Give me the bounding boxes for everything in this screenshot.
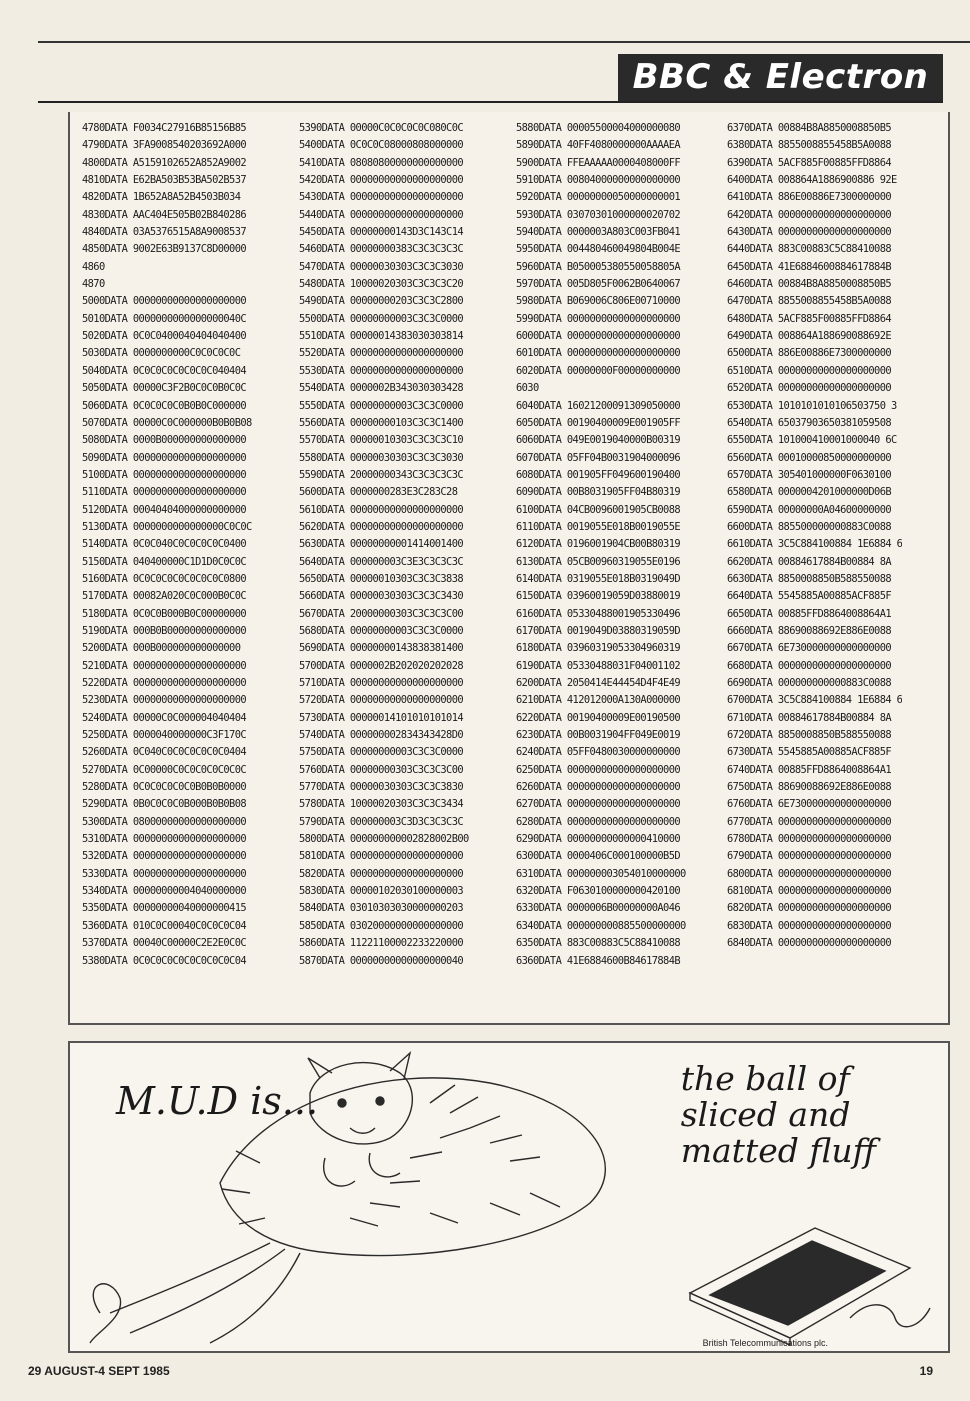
- listing-line: 5220DATA 00000000000000000000: [82, 677, 247, 689]
- listing-line: 4810DATA E62BA503B53BA502B537: [82, 174, 247, 187]
- listing-line: 6070DATA 05FF04B0031904000096: [516, 451, 681, 464]
- listing-line: 5520DATA 00000000000000000000: [299, 347, 464, 360]
- listing-line: 6810DATA 00000000000000000000: [727, 885, 892, 898]
- listing-line: 5310DATA 00000000000000000000: [82, 833, 247, 846]
- listing-line: 4870: [82, 278, 105, 291]
- listing-line: 5780DATA 10000020303C3C3C3434: [299, 798, 464, 811]
- listing-line: 5960DATA B050005380550058805A: [516, 260, 681, 273]
- listing-line: 6060DATA 049E0019040000B00319: [516, 434, 681, 447]
- listing-line: 6740DATA 00885FFD8864008864A1: [727, 763, 892, 776]
- listing-line: 6750DATA 88690088692E886E0088: [727, 781, 892, 794]
- listing-line: 6270DATA 00000000000000000000: [516, 798, 681, 811]
- ad-credit: British Telecommunications plc.: [702, 1338, 828, 1348]
- listing-line: 5190DATA 000B0B00000000000000: [82, 624, 247, 637]
- listing-line: 5300DATA 08000000000000000000: [82, 815, 247, 828]
- listing-line: 6370DATA 00884B8A8850008850B5: [727, 122, 892, 134]
- listing-line: 6640DATA 5545885A00885ACF885F: [727, 590, 892, 603]
- listing-line: 5670DATA 20000000303C3C3C3C00: [299, 607, 464, 620]
- listing-line: 6330DATA 0000006B00000000A046: [516, 902, 681, 915]
- listing-line: 5330DATA 00000000000000000000: [82, 867, 247, 880]
- listing-line: 5360DATA 010C0C00040C0C0C0C04: [82, 919, 247, 932]
- listing-line: 5750DATA 00000000003C3C3C0000: [299, 746, 464, 759]
- listing-line: 6790DATA 00000000000000000000: [727, 850, 892, 863]
- listing-line: 6230DATA 00B0031904FF049E0019: [516, 729, 681, 742]
- listing-line: 5650DATA 00000010303C3C3C3838: [299, 572, 464, 585]
- listing-line: 6430DATA 00000000000000000000: [727, 226, 892, 239]
- listing-line: 5340DATA 00000000004040000000: [82, 885, 247, 898]
- listing-line: 6720DATA 8850008850B588550088: [727, 729, 892, 742]
- listing-line: 5660DATA 00000030303C3C3C3430: [299, 590, 464, 603]
- listing-line: 5260DATA 0C040C0C0C0C0C0C0404: [82, 746, 247, 759]
- listing-line: 6780DATA 00000000000000000000: [727, 833, 892, 846]
- listing-column-2: [299, 120, 469, 970]
- listing-line: 5090DATA 00000000000000000000: [82, 451, 247, 464]
- listing-line: 5070DATA 00000C0C000000B0B0B08: [82, 416, 252, 429]
- listing-line: 5130DATA 0000000000000000C0C0C: [82, 520, 252, 533]
- listing-line: 6770DATA 00000000000000000000: [727, 815, 892, 828]
- listing-line: 6680DATA 00000000000000000000: [727, 659, 892, 672]
- listing-line: 6260DATA 00000000000000000000: [516, 781, 681, 794]
- listing-line: 5530DATA 00000000000000000000: [299, 364, 464, 377]
- listing-line: 5550DATA 00000000003C3C3C0000: [299, 399, 464, 412]
- listing-line: 5800DATA 000000000002828002B00: [299, 833, 469, 846]
- listing-line: 6710DATA 00884617884B00884 8A: [727, 711, 892, 724]
- listing-line: 5420DATA 00000000000000000000: [299, 174, 464, 187]
- listing-line: 6600DATA 885500000000883C0088: [727, 520, 892, 533]
- listing-line: 6630DATA 8850008850B588550088: [727, 572, 892, 585]
- listing-line: 5230DATA 00000000000000000000: [82, 694, 247, 707]
- listing-line: 6050DATA 00190400009E001905FF: [516, 416, 681, 429]
- listing-line: 6490DATA 008864A188690088692E: [727, 330, 892, 343]
- listing-line: 6280DATA 00000000000000000000: [516, 815, 681, 828]
- program-listing: [68, 112, 950, 1025]
- listing-line: 6520DATA 00000000000000000000: [727, 382, 892, 395]
- listing-line: 5060DATA 0C0C0C0C0B0B0C000000: [82, 399, 247, 412]
- listing-line: 4800DATA A5159102652A852A9002: [82, 156, 247, 169]
- page-number: 19: [919, 1364, 933, 1378]
- listing-line: 5460DATA 00000000383C3C3C3C3C: [299, 243, 464, 256]
- listing-line: 5390DATA 00000C0C0C0C0C080C0C: [299, 122, 464, 134]
- listing-line: 5270DATA 0C00000C0C0C0C0C0C0C: [82, 763, 247, 776]
- listing-line: 6100DATA 04CB0096001905CB0088: [516, 503, 681, 516]
- listing-line: 6650DATA 00885FFD8864008864A1: [727, 607, 892, 620]
- listing-line: 6450DATA 41E6884600884617884B: [727, 260, 892, 273]
- listing-line: 5860DATA 11221100002233220000: [299, 937, 464, 950]
- listing-line: 6830DATA 00000000000000000000: [727, 919, 892, 932]
- listing-line: 6690DATA 000000000000883C0088: [727, 677, 892, 689]
- listing-line: 6550DATA 101000410001000040 6C: [727, 434, 897, 447]
- listing-line: 5990DATA 00000000000000000000: [516, 312, 681, 325]
- listing-line: 6130DATA 05CB00960319055E0196: [516, 555, 681, 568]
- mud-advertisement: [68, 1041, 950, 1353]
- listing-line: 5720DATA 00000000000000000000: [299, 694, 464, 707]
- listing-line: 6610DATA 3C5C884100884 1E6884 6: [727, 538, 903, 551]
- listing-line: 5370DATA 00040C00000C2E2E0C0C: [82, 937, 247, 950]
- listing-line: 6420DATA 00000000000000000000: [727, 208, 892, 221]
- listing-line: 6570DATA 305401000000F0630100: [727, 468, 892, 481]
- listing-column-1: [82, 120, 252, 970]
- listing-line: 6660DATA 88690088692E886E0088: [727, 624, 892, 637]
- listing-line: 6320DATA F0630100000000420100: [516, 885, 681, 898]
- top-rule: [38, 41, 970, 43]
- tagline-line-2: sliced and: [680, 1095, 851, 1134]
- listing-line: 6590DATA 00000000A04600000000: [727, 503, 892, 516]
- listing-line: 6310DATA 000000003054010000000: [516, 867, 686, 880]
- tagline-line-3: matted fluff: [680, 1131, 876, 1170]
- listing-line: 5160DATA 0C0C0C0C0C0C0C0C0800: [82, 572, 247, 585]
- listing-line: 6390DATA 5ACF885F00885FFD8864: [727, 156, 892, 169]
- listing-line: 5610DATA 00000000000000000000: [299, 503, 464, 516]
- listing-line: 5410DATA 08080800000000000000: [299, 156, 464, 169]
- listing-line: 5630DATA 00000000001414001400: [299, 538, 464, 551]
- listing-line: 5140DATA 0C0C040C0C0C0C0C0400: [82, 538, 247, 551]
- listing-line: 6080DATA 001905FF049600190400: [516, 468, 681, 481]
- listing-line: 4860: [82, 260, 105, 273]
- listing-line: 5820DATA 00000000000000000000: [299, 867, 464, 880]
- listing-line: 6250DATA 00000000000000000000: [516, 763, 681, 776]
- listing-line: 5500DATA 00000000003C3C3C0000: [299, 312, 464, 325]
- listing-line: 6170DATA 0019049D03880319059D: [516, 624, 681, 637]
- listing-line: 5470DATA 00000030303C3C3C3030: [299, 260, 464, 273]
- listing-line: 5930DATA 03070301000000020702: [516, 208, 681, 221]
- listing-line: 6180DATA 03960319053304960319: [516, 642, 681, 655]
- listing-line: 6560DATA 00010000850000000000: [727, 451, 892, 464]
- listing-line: 6410DATA 886E00886E7300000000: [727, 191, 892, 204]
- listing-line: 6120DATA 0196001904CB00B80319: [516, 538, 681, 551]
- listing-line: 6670DATA 6E730000000000000000: [727, 642, 892, 655]
- section-banner: BBC & Electron: [618, 54, 943, 101]
- listing-line: 4820DATA 1B652A8A52B4503B034: [82, 191, 241, 204]
- listing-line: 6380DATA 8855008855458B5A0088: [727, 139, 892, 152]
- listing-line: 6010DATA 00000000000000000000: [516, 347, 681, 360]
- listing-line: 5180DATA 0C0C0B000B0C00000000: [82, 607, 247, 620]
- listing-line: 5570DATA 00000010303C3C3C3C10: [299, 434, 464, 447]
- listing-line: 6240DATA 05FF0480030000000000: [516, 746, 681, 759]
- listing-line: 6140DATA 0319055E018B0319049D: [516, 572, 681, 585]
- listing-line: 6210DATA 412012000A130A000000: [516, 694, 681, 707]
- listing-line: 5740DATA 000000002834343428D0: [299, 729, 464, 742]
- listing-line: 6460DATA 00884B8A8850008850B5: [727, 278, 892, 291]
- listing-line: 5790DATA 000000003C3D3C3C3C3C: [299, 815, 464, 828]
- listing-line: 5010DATA 0000000000000000040C: [82, 312, 247, 325]
- listing-line: 6540DATA 65037903650381059508: [727, 416, 892, 429]
- listing-line: 5020DATA 0C0C0400040404040400: [82, 330, 247, 343]
- listing-line: 5840DATA 03010303030000000203: [299, 902, 464, 915]
- listing-line: 5690DATA 00000000143838381400: [299, 642, 464, 655]
- listing-line: 5210DATA 00000000000000000000: [82, 659, 247, 672]
- listing-line: 6580DATA 0000004201000000D06B: [727, 486, 892, 499]
- listing-line: 6190DATA 05330488031F04001102: [516, 659, 681, 672]
- listing-line: 6000DATA 00000000000000000000: [516, 330, 681, 343]
- listing-line: 5760DATA 00000000303C3C3C3C00: [299, 763, 464, 776]
- listing-line: 5580DATA 00000030303C3C3C3030: [299, 451, 464, 464]
- listing-line: 5910DATA 00804000000000000000: [516, 174, 681, 187]
- listing-line: 5510DATA 00000014383030303814: [299, 330, 464, 343]
- listing-line: 5810DATA 00000000000000000000: [299, 850, 464, 863]
- tagline-line-1: the ball of: [680, 1059, 850, 1098]
- listing-line: 6360DATA 41E6884600B84617884B: [516, 954, 681, 967]
- listing-line: 6030: [516, 382, 539, 395]
- listing-line: 5980DATA B069006C806E00710000: [516, 295, 681, 308]
- listing-line: 5240DATA 00000C0C000004040404: [82, 711, 247, 724]
- listing-line: 5110DATA 00000000000000000000: [82, 486, 247, 499]
- listing-line: 6530DATA 1010101010106503750 3: [727, 399, 897, 412]
- listing-line: 5600DATA 0000000283E3C283C28: [299, 486, 458, 499]
- listing-line: 5050DATA 00000C3F2B0C0C0B0C0C: [82, 382, 247, 395]
- ad-tagline: [681, 1061, 876, 1169]
- listing-line: 5200DATA 000B000000000000000: [82, 642, 241, 655]
- listing-line: 5280DATA 0C0C0C0C0C0B0B0B0000: [82, 781, 247, 794]
- listing-line: 5480DATA 10000020303C3C3C3C20: [299, 278, 464, 291]
- listing-line: 5560DATA 00000000103C3C3C1400: [299, 416, 464, 429]
- listing-line: 5950DATA 004480460049804B004E: [516, 243, 681, 256]
- listing-line: 6150DATA 03960019059D03880019: [516, 590, 681, 603]
- listing-line: 6480DATA 5ACF885F00885FFD8864: [727, 312, 892, 325]
- listing-line: 5430DATA 00000000000000000000: [299, 191, 464, 204]
- listing-line: 5870DATA 00000000000000000040: [299, 954, 464, 967]
- listing-line: 5540DATA 0000002B343030303428: [299, 382, 464, 395]
- listing-line: 5100DATA 00000000000000000000: [82, 468, 247, 481]
- listing-line: 5250DATA 0000040000000C3F170C: [82, 729, 247, 742]
- listing-line: 5850DATA 03020000000000000000: [299, 919, 464, 932]
- listing-line: 5380DATA 0C0C0C0C0C0C0C0C0C04: [82, 954, 247, 967]
- listing-line: 6350DATA 883C00883C5C88410088: [516, 937, 681, 950]
- listing-line: 5970DATA 005D805F0062B0640067: [516, 278, 681, 291]
- listing-line: 5770DATA 00000030303C3C3C3830: [299, 781, 464, 794]
- listing-line: 6730DATA 5545885A00885ACF885F: [727, 746, 892, 759]
- listing-line: 6300DATA 0000406C000100000B5D: [516, 850, 681, 863]
- listing-line: 6760DATA 6E730000000000000000: [727, 798, 892, 811]
- listing-line: 5350DATA 00000000040000000415: [82, 902, 247, 915]
- listing-line: 6820DATA 00000000000000000000: [727, 902, 892, 915]
- listing-line: 6470DATA 8855008855458B5A0088: [727, 295, 892, 308]
- listing-line: 6200DATA 2050414E44454D4F4E49: [516, 677, 681, 689]
- listing-line: 5940DATA 0000003A803C003FB041: [516, 226, 681, 239]
- listing-line: 4790DATA 3FA9008540203692A000: [82, 139, 247, 152]
- listing-line: 4780DATA F0034C27916B85156B85: [82, 122, 247, 134]
- listing-line: 5040DATA 0C0C0C0C0C0C0C040404: [82, 364, 247, 377]
- listing-line: 5450DATA 00000000143D3C143C14: [299, 226, 464, 239]
- listing-line: 6290DATA 00000000000000410000: [516, 833, 681, 846]
- listing-line: 4850DATA 9002E63B9137C8D00000: [82, 243, 247, 256]
- listing-line: 5680DATA 00000000003C3C3C0000: [299, 624, 464, 637]
- listing-line: 6500DATA 886E00886E7300000000: [727, 347, 892, 360]
- listing-line: 4840DATA 03A5376515A8A9008537: [82, 226, 247, 239]
- listing-line: 6090DATA 00B8031905FF04B80319: [516, 486, 681, 499]
- listing-line: 5030DATA 0000000000C0C0C0C0C: [82, 347, 241, 360]
- listing-line: 6440DATA 883C00883C5C88410088: [727, 243, 892, 256]
- listing-line: 6400DATA 008864A1886900886 92E: [727, 174, 897, 187]
- listing-line: 6020DATA 00000000F00000000000: [516, 364, 681, 377]
- listing-line: 6800DATA 00000000000000000000: [727, 867, 892, 880]
- listing-line: 5710DATA 00000000000000000000: [299, 677, 464, 689]
- listing-line: 5150DATA 040400000C1D1D0C0C0C: [82, 555, 247, 568]
- listing-line: 5490DATA 00000000203C3C3C2800: [299, 295, 464, 308]
- listing-line: 6160DATA 05330488001905330496: [516, 607, 681, 620]
- listing-line: 5890DATA 40FF4080000000AAAAEA: [516, 139, 681, 152]
- listing-line: 5170DATA 00082A020C0C000B0C0C: [82, 590, 247, 603]
- listing-line: 5920DATA 00000000050000000001: [516, 191, 681, 204]
- listing-line: 6840DATA 00000000000000000000: [727, 937, 892, 950]
- listing-line: 6620DATA 00884617884B00884 8A: [727, 555, 892, 568]
- listing-line: 5730DATA 00000014101010101014: [299, 711, 464, 724]
- listing-line: 6340DATA 000000000885500000000: [516, 919, 686, 932]
- listing-line: 6040DATA 16021200091309050000: [516, 399, 681, 412]
- listing-column-4: [727, 120, 902, 953]
- listing-line: 5700DATA 0000002B202020202028: [299, 659, 464, 672]
- listing-line: 5000DATA 00000000000000000000: [82, 295, 247, 308]
- listing-line: 6700DATA 3C5C884100884 1E6884 6: [727, 694, 903, 707]
- issue-date: 29 AUGUST-4 SEPT 1985: [28, 1364, 170, 1378]
- listing-line: 5640DATA 000000003C3E3C3C3C3C: [299, 555, 464, 568]
- listing-line: 5900DATA FFEAAAAA0000408000FF: [516, 156, 681, 169]
- listing-line: 5290DATA 0B0C0C0C0B000B0B0B08: [82, 798, 247, 811]
- listing-line: 4830DATA AAC404E505B02B840286: [82, 208, 247, 221]
- listing-line: 6510DATA 00000000000000000000: [727, 364, 892, 377]
- listing-line: 5880DATA 00005500004000000080: [516, 122, 681, 134]
- listing-line: 5620DATA 00000000000000000000: [299, 520, 464, 533]
- listing-line: 5080DATA 0000B000000000000000: [82, 434, 247, 447]
- listing-line: 6220DATA 00190400009E00190500: [516, 711, 681, 724]
- banner-rule: [38, 101, 943, 103]
- listing-line: 5120DATA 00040404000000000000: [82, 503, 247, 516]
- ad-headline: M.U.D is...: [116, 1079, 319, 1123]
- listing-line: 5320DATA 00000000000000000000: [82, 850, 247, 863]
- listing-column-3: [516, 120, 686, 970]
- listing-line: 5440DATA 00000000000000000000: [299, 208, 464, 221]
- listing-line: 5400DATA 0C0C0C08000808000000: [299, 139, 464, 152]
- listing-line: 5830DATA 00000102030100000003: [299, 885, 464, 898]
- listing-line: 6110DATA 0019055E018B0019055E: [516, 520, 681, 533]
- listing-line: 5590DATA 20000000343C3C3C3C3C: [299, 468, 464, 481]
